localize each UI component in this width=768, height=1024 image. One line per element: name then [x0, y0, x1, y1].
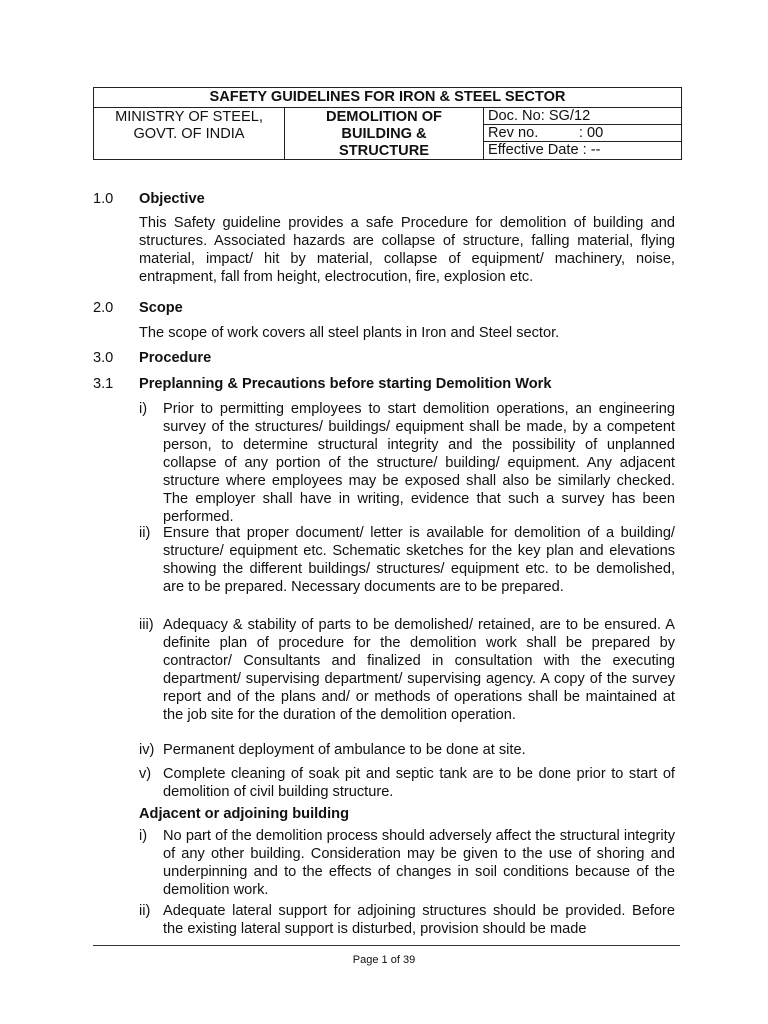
- header-document-title: [285, 108, 484, 159]
- section-number: 2.0: [93, 300, 114, 316]
- list-item-label: iv): [139, 742, 155, 758]
- effective-date: Effective Date : --: [488, 142, 601, 158]
- list-item: [139, 902, 675, 938]
- list-item: [139, 765, 675, 801]
- page-number: Page 1 of 39: [352, 954, 416, 966]
- section-heading-procedure: [93, 349, 211, 367]
- section-heading-scope: [93, 299, 183, 317]
- list-item-label: v): [139, 766, 152, 782]
- list-item-label: iii): [139, 617, 154, 633]
- doc-number: Doc. No: SG/12: [484, 108, 681, 125]
- section-title: Objective: [139, 191, 205, 207]
- section-number: 3.1: [93, 376, 114, 392]
- list-item-text: No part of the demolition process should adversely affect the structural integrity of any other building. Consideration may be given to the use of shoring and underpinning and to the effects of changes in soil conditions because of the demolition work.: [163, 828, 675, 898]
- section-number: 1.0: [93, 191, 114, 207]
- footer-divider: [93, 945, 680, 946]
- doc-title-line-3: STRUCTURE: [339, 143, 429, 159]
- list-item-text: Ensure that proper document/ letter is available for demolition of a building/ structure/ equipment etc. Schematic sketches for the key plan and elevations showing the different buildings/ structures/ equipment etc. to be demolished, are to be prepared. Necessary documents are to be prepared.: [163, 525, 675, 595]
- list-item-text: Complete cleaning of soak pit and septic tank are to be done prior to start of demolition of civil building structure.: [163, 766, 675, 800]
- header-title: SAFETY GUIDELINES FOR IRON & STEEL SECTOR: [94, 88, 681, 108]
- list-item: [139, 524, 675, 596]
- list-item-label: i): [139, 828, 148, 844]
- section-title: Scope: [139, 300, 183, 316]
- list-item-label: i): [139, 401, 148, 417]
- revision-number: Rev no. : 00: [484, 125, 681, 142]
- section-title: Preplanning & Precautions before starting Demolition Work: [139, 376, 552, 392]
- scope-paragraph: The scope of work covers all steel plants in Iron and Steel sector.: [139, 325, 560, 341]
- list-item: [139, 400, 675, 526]
- list-item-text: Permanent deployment of ambulance to be done at site.: [163, 742, 526, 758]
- section-number: 3.0: [93, 350, 114, 366]
- doc-title-line-1: DEMOLITION OF: [326, 109, 442, 125]
- section-title: Procedure: [139, 350, 212, 366]
- subheading-adjacent-building: Adjacent or adjoining building: [139, 806, 349, 822]
- org-line-1: MINISTRY OF STEEL,: [115, 109, 263, 125]
- header-row: [94, 108, 681, 159]
- doc-title-line-2: BUILDING &: [341, 126, 427, 142]
- list-item: [139, 827, 675, 899]
- subsection-heading-preplanning: [93, 375, 551, 393]
- objective-paragraph: This Safety guideline provides a safe Procedure for demolition of building and structures. Associated hazards are collapse of structure, falling material, flying material, impact/ hit by material, collapse of equipment/ machinery, noise, entrapment, fall from height, electrocution, fire, explosion etc.: [139, 215, 675, 285]
- header-doc-info: [484, 108, 681, 159]
- org-line-2: GOVT. OF INDIA: [133, 126, 245, 142]
- list-item-label: ii): [139, 525, 151, 541]
- list-item-text: Adequate lateral support for adjoining structures should be provided. Before the existing lateral support is disturbed, provision should be made: [163, 903, 675, 937]
- section-heading-objective: [93, 190, 205, 208]
- list-item-label: ii): [139, 903, 151, 919]
- list-item: [139, 616, 675, 724]
- header-organization: [94, 108, 285, 159]
- list-item-text: Adequacy & stability of parts to be demolished/ retained, are to be ensured. A definite plan of procedure for the demolition work shall be prepared by contractor/ Consultants and finalized in consultation with the executing department/ supervising department/ supervising agency. A copy of the survey report and of the plans and/ or methods of operations shall be maintained at the job site for the duration of the demolition operation.: [163, 617, 675, 723]
- list-item: [139, 741, 675, 759]
- list-item-text: Prior to permitting employees to start demolition operations, an engineering survey of the structures/ buildings/ equipment shall be made, by a competent person, to determine structural integrity and the possibility of unplanned collapse of any portion of the structure/ building/ equipment. Any adjacent structure where employees may be exposed shall also be similarly checked. The employer shall have in writing, evidence that such a survey has been performed.: [163, 401, 675, 525]
- document-header-table: [93, 87, 682, 160]
